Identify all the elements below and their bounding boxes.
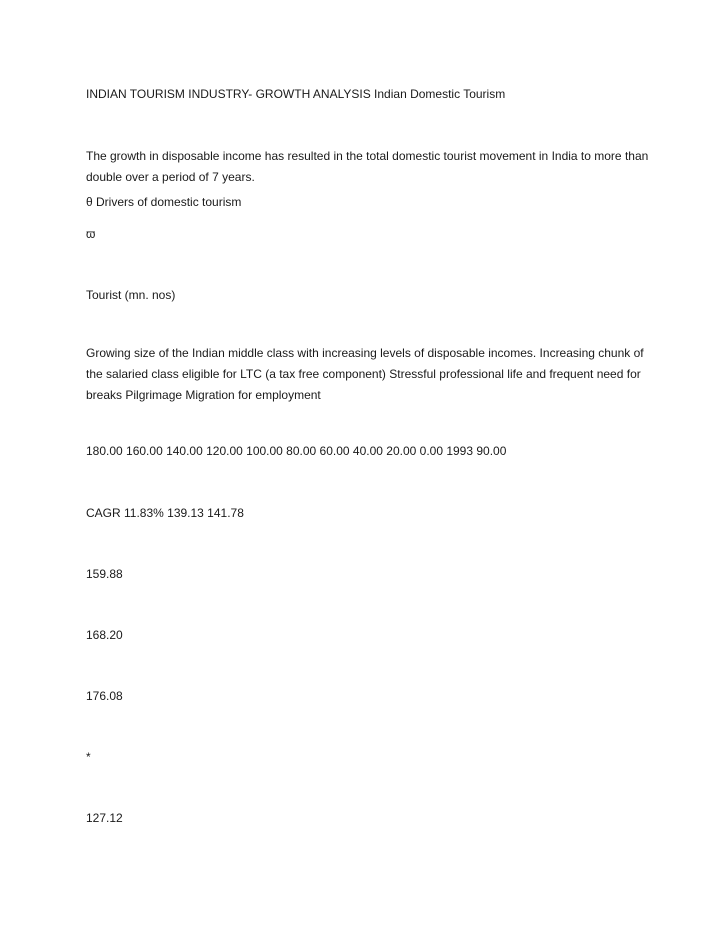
document-title: INDIAN TOURISM INDUSTRY- GROWTH ANALYSIS Indian Domestic Tourism — [86, 87, 506, 101]
value-line-1: 159.88 — [86, 567, 123, 581]
cagr-line: CAGR 11.83% 139.13 141.78 — [86, 506, 244, 520]
axis-values-line: 180.00 160.00 140.00 120.00 100.00 80.00 60.00 40.00 20.00 0.00 1993 90.00 — [86, 444, 507, 458]
axis-label: Tourist (mn. nos) — [86, 288, 176, 302]
drivers-paragraph: Growing size of the Indian middle class with increasing levels of disposable incomes. Increasing chunk of the salaried class eligible for LTC (a tax free component) Stressful professional life and frequent need for breaks Pilgrimage Migration for employment — [86, 346, 644, 402]
value-line-2: 168.20 — [86, 628, 123, 642]
drivers-heading: θ Drivers of domestic tourism — [86, 195, 242, 209]
value-line-3: 176.08 — [86, 689, 123, 703]
asterisk-line: * — [86, 750, 91, 764]
bullet-glyph: ϖ — [86, 227, 96, 241]
value-line-4: 127.12 — [86, 811, 123, 825]
intro-paragraph: The growth in disposable income has resulted in the total domestic tourist movement in India to more than double over a period of 7 years. — [86, 149, 649, 184]
